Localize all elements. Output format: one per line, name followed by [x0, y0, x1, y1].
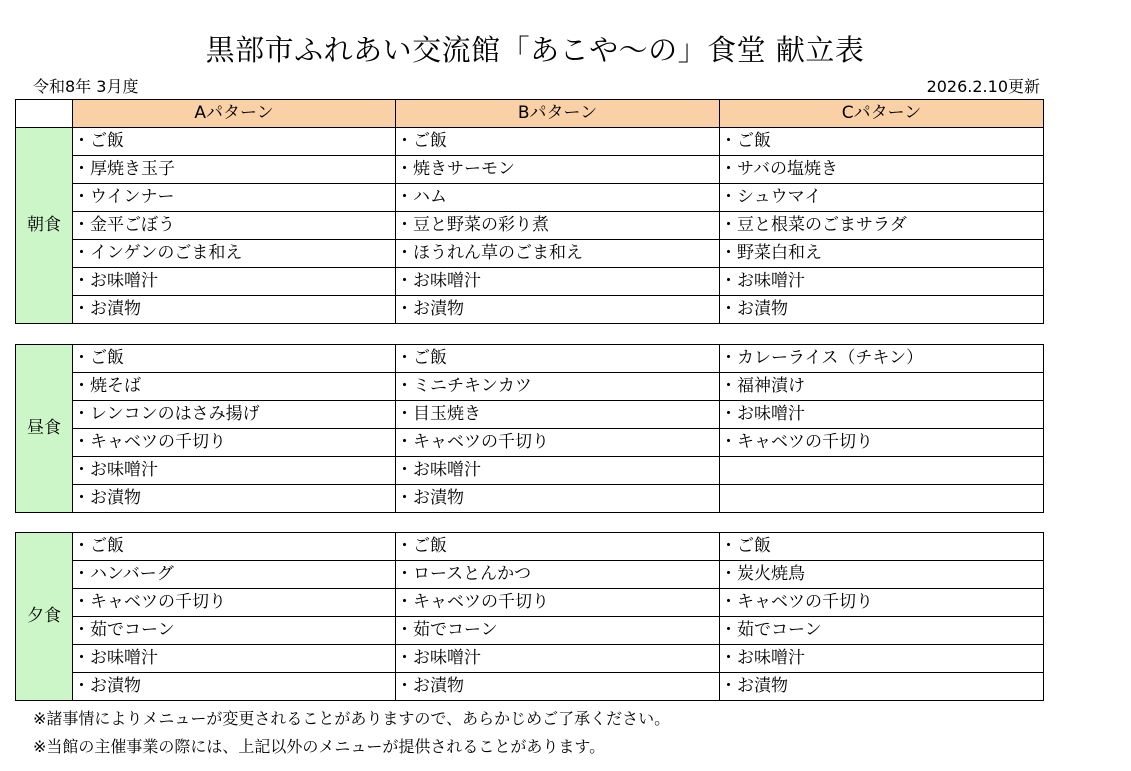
lunch-table: [15, 344, 1044, 513]
table-row: [16, 485, 1044, 513]
menu-item: ・お味噌汁: [396, 268, 720, 296]
menu-item: ・キャベツの千切り: [720, 589, 1044, 617]
menu-item: ・福神漬け: [720, 373, 1044, 401]
table-row: [16, 212, 1044, 240]
table-row: [16, 184, 1044, 212]
menu-item: ・炭火焼鳥: [720, 561, 1044, 589]
header-blank-cell: [16, 100, 73, 128]
pattern-a-header: Aパターン: [73, 100, 396, 128]
menu-item: ・お漬物: [396, 485, 720, 513]
menu-item: ・シュウマイ: [720, 184, 1044, 212]
menu-item: ・ウインナー: [73, 184, 396, 212]
menu-item: ・キャベツの千切り: [396, 589, 720, 617]
table-row: [16, 645, 1044, 673]
menu-item: ・お漬物: [396, 296, 720, 324]
menu-item: ・ご飯: [73, 345, 396, 373]
menu-item: ・ご飯: [73, 533, 396, 561]
menu-item: ・金平ごぼう: [73, 212, 396, 240]
menu-item: [720, 457, 1044, 485]
footnote-menu-change: ※諸事情によりメニューが変更されることがありますので、あらかじめご了承ください。: [33, 709, 671, 728]
meal-label-lunch: 昼食: [16, 345, 73, 513]
menu-item: ・茹でコーン: [720, 617, 1044, 645]
period-label: 令和8年 3月度: [33, 77, 139, 96]
menu-item: ・ご飯: [73, 128, 396, 156]
menu-item: ・厚焼き玉子: [73, 156, 396, 184]
menu-item: [720, 485, 1044, 513]
menu-item: ・ほうれん草のごま和え: [396, 240, 720, 268]
table-row: [16, 617, 1044, 645]
menu-item: ・お漬物: [73, 673, 396, 701]
table-row: [16, 401, 1044, 429]
menu-item: ・お味噌汁: [720, 401, 1044, 429]
footnote-special-events: ※当館の主催事業の際には、上記以外のメニューが提供されることがあります。: [33, 737, 606, 756]
menu-item: ・お味噌汁: [73, 268, 396, 296]
menu-item: ・お味噌汁: [720, 268, 1044, 296]
menu-item: ・ご飯: [720, 533, 1044, 561]
updated-label: 2026.2.10更新: [926, 77, 1040, 96]
menu-item: ・サバの塩焼き: [720, 156, 1044, 184]
menu-item: ・お味噌汁: [73, 645, 396, 673]
menu-item: ・ご飯: [396, 345, 720, 373]
menu-item: ・ご飯: [396, 128, 720, 156]
meal-label-dinner: 夕食: [16, 533, 73, 701]
menu-item: ・キャベツの千切り: [73, 429, 396, 457]
menu-item: ・豆と野菜の彩り煮: [396, 212, 720, 240]
menu-item: ・焼そば: [73, 373, 396, 401]
pattern-b-header: Bパターン: [396, 100, 720, 128]
menu-item: ・ミニチキンカツ: [396, 373, 720, 401]
table-row: [16, 673, 1044, 701]
table-row: [16, 457, 1044, 485]
table-row: [16, 240, 1044, 268]
menu-item: ・キャベツの千切り: [73, 589, 396, 617]
menu-item: ・お味噌汁: [73, 457, 396, 485]
table-row: [16, 268, 1044, 296]
menu-item: ・ご飯: [720, 128, 1044, 156]
menu-item: ・お味噌汁: [720, 645, 1044, 673]
menu-item: ・お漬物: [73, 485, 396, 513]
menu-item: ・お漬物: [73, 296, 396, 324]
menu-item: ・インゲンのごま和え: [73, 240, 396, 268]
menu-item: ・茹でコーン: [396, 617, 720, 645]
menu-item: ・カレーライス（チキン）: [720, 345, 1044, 373]
table-row: [16, 128, 1044, 156]
table-row: [16, 345, 1044, 373]
menu-item: ・目玉焼き: [396, 401, 720, 429]
menu-item: ・お味噌汁: [396, 457, 720, 485]
menu-item: ・ハム: [396, 184, 720, 212]
menu-item: ・お漬物: [396, 673, 720, 701]
table-row: [16, 589, 1044, 617]
menu-item: ・野菜白和え: [720, 240, 1044, 268]
menu-item: ・豆と根菜のごまサラダ: [720, 212, 1044, 240]
table-row: [16, 429, 1044, 457]
menu-item: ・ロースとんかつ: [396, 561, 720, 589]
menu-item: ・お味噌汁: [396, 645, 720, 673]
meal-label-breakfast: 朝食: [16, 128, 73, 324]
menu-item: ・茹でコーン: [73, 617, 396, 645]
menu-item: ・キャベツの千切り: [720, 429, 1044, 457]
table-row: [16, 533, 1044, 561]
menu-item: ・お漬物: [720, 296, 1044, 324]
pattern-c-header: Cパターン: [720, 100, 1044, 128]
page-title: 黒部市ふれあい交流館「あこや～の」食堂 献立表: [205, 33, 865, 67]
dinner-table: [15, 532, 1044, 701]
menu-item: ・お漬物: [720, 673, 1044, 701]
menu-item: ・ご飯: [396, 533, 720, 561]
menu-item: ・焼きサーモン: [396, 156, 720, 184]
menu-item: ・ハンバーグ: [73, 561, 396, 589]
pattern-header-row: [16, 100, 1044, 128]
table-row: [16, 561, 1044, 589]
table-row: [16, 156, 1044, 184]
menu-item: ・レンコンのはさみ揚げ: [73, 401, 396, 429]
table-row: [16, 296, 1044, 324]
menu-item: ・キャベツの千切り: [396, 429, 720, 457]
table-row: [16, 373, 1044, 401]
breakfast-table: [15, 99, 1044, 324]
